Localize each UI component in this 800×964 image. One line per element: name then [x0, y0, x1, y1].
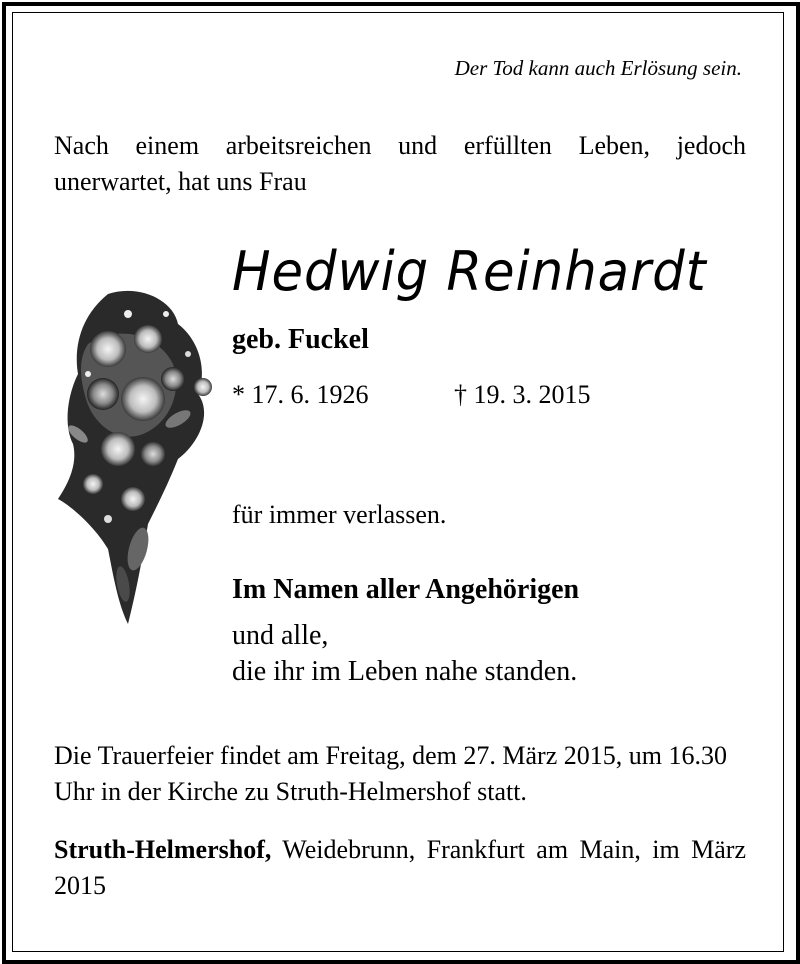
left-text: für immer verlassen. [232, 500, 447, 529]
deceased-name: Hedwig Reinhardt [232, 240, 707, 303]
maiden-name: geb. Fuckel [232, 324, 369, 355]
death-date: † 19. 3. 2015 [454, 380, 591, 409]
family-heading: Im Namen aller Angehörigen [232, 574, 580, 605]
place-rest: Weidebrunn, Frankfurt am Main, im März 2015 [54, 835, 746, 900]
funeral-info: Die Trauerfeier findet am Freitag, dem 27. März 2015, um 16.30 Uhr in der Kirche zu Struth-Helmershof statt. [54, 741, 727, 806]
flower-bouquet-image [48, 284, 223, 634]
motto: Der Tod kann auch Erlösung sein. [454, 56, 742, 80]
intro-text: Nach einem arbeitsreichen und erfüllten Leben, jedoch unerwartet, hat uns Frau [54, 131, 746, 196]
family-line-2: die ihr im Leben nahe standen. [232, 656, 578, 687]
family-line-1: und alle, [232, 620, 329, 651]
life-dates [232, 380, 591, 410]
place-bold: Struth-Helmershof, [54, 835, 272, 864]
place-and-date [54, 832, 746, 904]
birth-date: * 17. 6. 1926 [232, 380, 369, 409]
